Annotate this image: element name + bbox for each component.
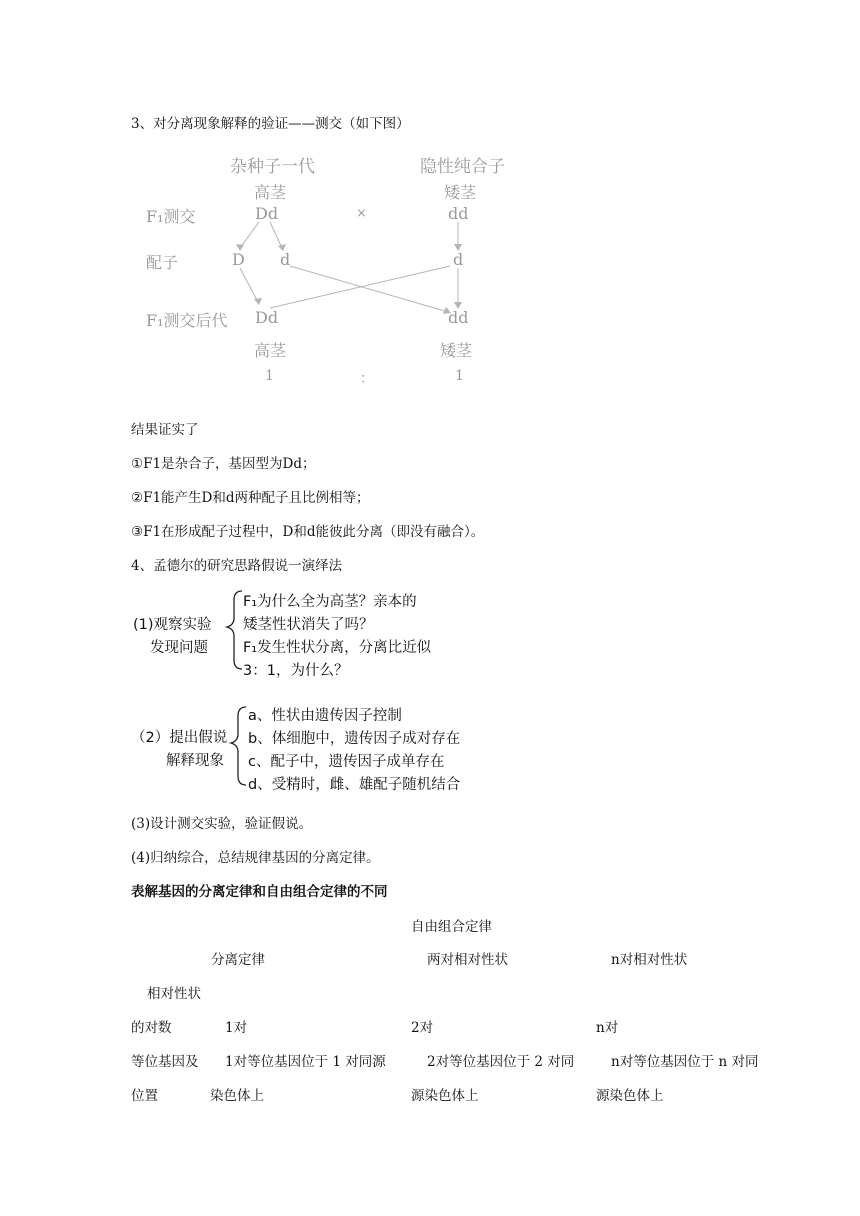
- parent-right-title: 隐性纯合子: [420, 157, 505, 177]
- parent-left-title: 杂种子一代: [230, 157, 315, 177]
- gamete-d-left: d: [280, 250, 291, 269]
- result-item-3: ③F1在形成配子过程中，D和d能彼此分离（即没有融合）。: [131, 524, 485, 540]
- step1-item-3: F₁发生性状分离，分离比近似: [243, 640, 432, 656]
- result-item-2: ②F1能产生D和d两种配子且比例相等；: [131, 490, 370, 506]
- ratio-right: 1: [455, 368, 464, 384]
- step4-text: (4)归纳综合，总结规律基因的分离定律。: [131, 850, 380, 866]
- step2-item-d: d、受精时，雌、雄配子随机结合: [248, 777, 461, 793]
- parent-left-genotype: Dd: [255, 204, 279, 223]
- parent-right-genotype: dd: [448, 204, 469, 223]
- step1-item-1: F₁为什么全为高茎？亲本的: [243, 594, 417, 610]
- step1-label-line1: (1)观察实验: [133, 617, 212, 633]
- result-item-1: ①F1是杂合子，基因型为Dd；: [131, 456, 316, 472]
- offspring-left-trait: 高茎: [254, 341, 287, 360]
- table-col-separation: 分离定律: [211, 952, 265, 968]
- table-row2-two-pairs-b: 源染色体上: [411, 1088, 479, 1104]
- table-title: 表解基因的分离定律和自由组合定律的不同: [131, 884, 388, 900]
- table-row2-label-a: 等位基因及: [131, 1054, 199, 1070]
- table-row1-separation: 1对: [225, 1020, 248, 1036]
- table-col-two-pairs: 两对相对性状: [427, 952, 508, 968]
- table-row2-two-pairs-a: 2对等位基因位于 2 对同: [427, 1054, 575, 1070]
- table-row2-label-b: 位置: [131, 1088, 158, 1104]
- step1-item-4: 3：1，为什么？: [243, 663, 349, 679]
- section3-heading: 3、对分离现象解释的验证——测交（如下图）: [131, 116, 410, 132]
- step1-item-2: 矮茎性状消失了吗？: [243, 617, 374, 633]
- step2-item-b: b、体细胞中，遗传因子成对存在: [248, 731, 461, 747]
- table-row2-n-pairs-a: n对等位基因位于 n 对同: [611, 1054, 759, 1070]
- table-row2-n-pairs-b: 源染色体上: [596, 1088, 664, 1104]
- step1-label-line2: 发现问题: [150, 640, 208, 656]
- gamete-D: D: [232, 250, 245, 269]
- ratio-left: 1: [265, 368, 274, 384]
- table-row1-n-pairs: n对: [596, 1020, 619, 1036]
- table-row1-two-pairs: 2对: [411, 1020, 434, 1036]
- result-title: 结果证实了: [131, 422, 199, 438]
- offspring-right-trait: 矮茎: [440, 341, 473, 360]
- table-header-free-combination: 自由组合定律: [411, 919, 492, 935]
- parent-left-trait: 高茎: [254, 183, 287, 202]
- section4-heading: 4、孟德尔的研究思路假说一演绎法: [131, 558, 343, 574]
- cross-symbol: ×: [356, 206, 367, 221]
- row-label-offspring: F₁测交后代: [146, 311, 228, 330]
- ratio-colon: ：: [360, 371, 374, 387]
- step2-label-line1: （2）提出假说: [131, 730, 228, 746]
- step2-item-c: c、配子中，遗传因子成单存在: [248, 754, 445, 770]
- table-row1-label-b: 的对数: [131, 1020, 172, 1036]
- step2-label-line2: 解释现象: [166, 753, 224, 769]
- table-row2-separation-b: 染色体上: [210, 1088, 264, 1104]
- table-col-n-pairs: n对相对性状: [611, 952, 688, 968]
- step3-text: (3)设计测交实验，验证假说。: [131, 816, 313, 832]
- row-label-f1-testcross: F₁测交: [146, 207, 196, 226]
- table-row1-label-a: 相对性状: [147, 986, 201, 1002]
- step2-item-a: a、性状由遗传因子控制: [248, 708, 402, 724]
- gamete-d-right: d: [453, 250, 464, 269]
- row-label-gametes: 配子: [146, 253, 179, 272]
- parent-right-trait: 矮茎: [444, 183, 477, 202]
- offspring-right-genotype: dd: [448, 308, 469, 327]
- offspring-left-genotype: Dd: [255, 308, 279, 327]
- table-row2-separation-a: 1对等位基因位于 1 对同源: [225, 1054, 386, 1070]
